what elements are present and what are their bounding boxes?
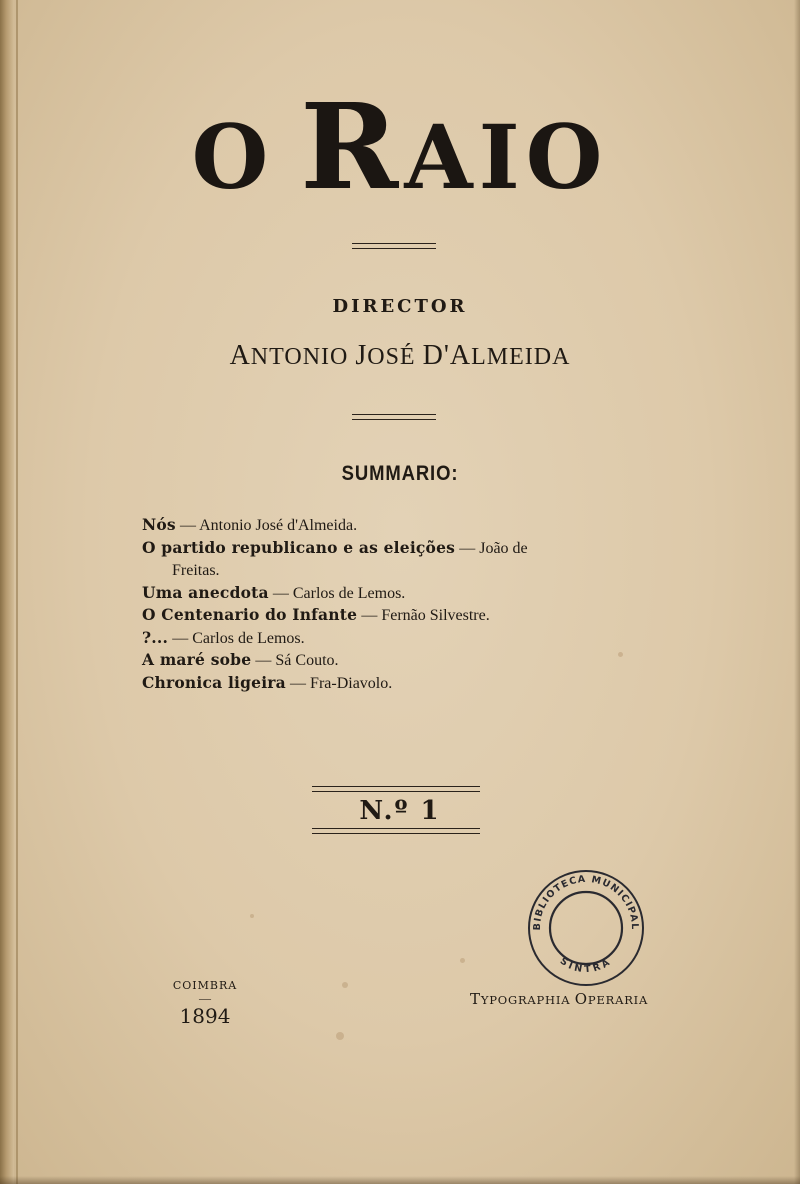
svg-text:SINTRA: SINTRA — [557, 955, 615, 976]
svg-text:BIBLIOTECA MUNICIPAL: BIBLIOTECA MUNICIPAL — [531, 873, 641, 931]
imprint-dash: — — [199, 991, 211, 1005]
toc-entry: O Centenario do Infante — Fernão Silvestre. — [142, 605, 490, 624]
divider-rule — [312, 791, 480, 792]
divider-rule — [312, 828, 480, 829]
title-word-o: O — [191, 105, 275, 209]
toc-entry: Chronica ligeira — Fra-Diavolo. — [142, 672, 393, 692]
imprint-year: 1894 — [179, 1004, 231, 1028]
director-label: DIRECTOR — [332, 296, 468, 317]
paper-speck — [250, 914, 254, 918]
toc-entry: Nós — Antonio José d'Almeida. — [142, 515, 358, 534]
issue-number: N.º 1 — [359, 796, 441, 826]
imprint-place — [160, 979, 250, 1028]
toc-entry: A maré sobe — Sá Couto. — [142, 650, 339, 669]
title-initial-r: R — [300, 77, 405, 216]
imprint-city: COIMBRA — [172, 979, 238, 992]
summary-heading: SUMMARIO: — [341, 462, 459, 485]
paper-speck — [342, 982, 348, 988]
imprint-printer: TYPOGRAPHIA OPERARIA — [470, 990, 649, 1008]
toc-entry: O partido republicano e as eleições — João de — [142, 537, 528, 557]
director-name: ANTONIO JOSÉ D'ALMEIDA — [229, 340, 571, 371]
page-bottom-shadow — [0, 1176, 800, 1184]
table-of-contents — [142, 514, 682, 694]
divider-rule — [352, 414, 436, 415]
title-word-aio: AIO — [404, 105, 609, 209]
divider-rule — [312, 833, 480, 834]
library-stamp — [524, 866, 648, 990]
divider-rule — [352, 243, 436, 244]
divider-rule — [352, 419, 436, 420]
publication-title — [0, 77, 800, 216]
paper-speck — [460, 958, 465, 963]
toc-entry: Uma anecdota — Carlos de Lemos. — [142, 582, 406, 602]
paper-speck — [336, 1032, 344, 1040]
toc-entry: ?... — Carlos de Lemos. — [142, 627, 305, 647]
toc-entry-continuation: Freitas. — [172, 562, 220, 579]
divider-rule — [352, 248, 436, 249]
divider-rule — [312, 786, 480, 787]
